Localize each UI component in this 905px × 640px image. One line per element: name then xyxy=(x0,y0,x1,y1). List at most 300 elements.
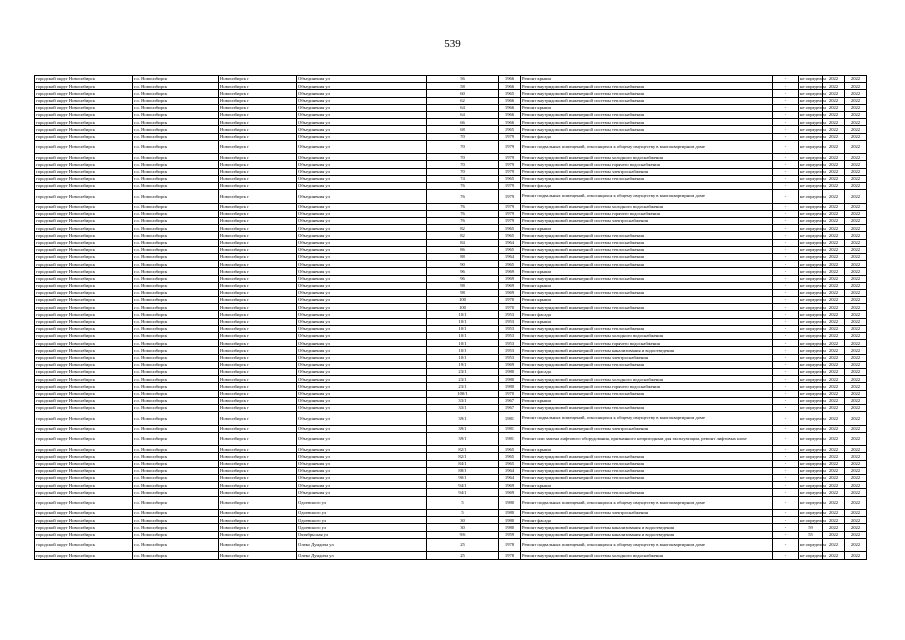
cell-settlement: г.о. Новосибирск xyxy=(133,218,219,225)
cell-year-from: 2022 xyxy=(823,261,845,268)
cell-settlement: г.о. Новосибирск xyxy=(133,297,219,304)
cell-city: Новосибирск г xyxy=(219,111,297,118)
cell-house-number: 76 xyxy=(427,218,499,225)
cell-house-number: 62 xyxy=(427,97,499,104)
cell-settlement: г.о. Новосибирск xyxy=(133,390,219,397)
cell-house-number: 60 xyxy=(427,90,499,97)
cell-city: Новосибирск г xyxy=(219,175,297,182)
cell-year-to: 2022 xyxy=(845,140,867,154)
cell-year-to: 2022 xyxy=(845,325,867,332)
cell-house-number: 70 xyxy=(427,168,499,175)
cell-house-number: 76 xyxy=(427,203,499,210)
cell-year-to: 2022 xyxy=(845,361,867,368)
cell-dash: - xyxy=(773,133,799,140)
cell-cost: не определен xyxy=(800,398,826,404)
cell-street: Объединения ул xyxy=(297,268,427,275)
page-number: 539 xyxy=(444,38,461,50)
cell-cost: не определен xyxy=(800,83,826,89)
cell-year-to: 2022 xyxy=(845,376,867,383)
cell-build-year: 1969 xyxy=(499,289,521,296)
cell-dash: - xyxy=(773,524,799,531)
cell-street: Объединения ул xyxy=(297,225,427,232)
cell-work-type: Ремонт внутридомовой инженерной системы теплоснабжения xyxy=(521,119,773,126)
cell-street: Объединения ул xyxy=(297,282,427,289)
table-row xyxy=(35,482,867,489)
cell-build-year: 1964 xyxy=(499,253,521,260)
cell-work-type: Ремонт внутридомовой инженерной системы теплоснабжения xyxy=(521,489,773,496)
cell-settlement: г.о. Новосибирск xyxy=(133,119,219,126)
cell-work-type: Ремонт внутридомовой инженерной системы теплоснабжения xyxy=(521,453,773,460)
cell-municipality: городской округ Новосибирск xyxy=(35,232,133,239)
cell-build-year: 1964 xyxy=(499,467,521,474)
cell-city: Новосибирск г xyxy=(219,239,297,246)
cell-settlement: г.о. Новосибирск xyxy=(133,340,219,347)
cell-work-type: Ремонт внутридомовой инженерной системы канализования и водоотведения xyxy=(521,531,773,538)
cell-build-year: 1965 xyxy=(499,232,521,239)
cell-year-to: 2022 xyxy=(845,182,867,189)
cell-settlement: г.о. Новосибирск xyxy=(133,126,219,133)
cell-build-year: 1979 xyxy=(499,140,521,154)
table-row xyxy=(35,531,867,538)
cell-street: Объединения ул xyxy=(297,397,427,404)
cell-city: Новосибирск г xyxy=(219,467,297,474)
cell-work-type: Ремонт внутридомовой инженерной системы канализования и водоотведения xyxy=(521,524,773,531)
cell-city: Новосибирск г xyxy=(219,161,297,168)
cell-house-number: 39/1 xyxy=(427,432,499,446)
cell-municipality: городской округ Новосибирск xyxy=(35,538,133,552)
cell-year-to: 2022 xyxy=(845,218,867,225)
cell-year-from: 2022 xyxy=(823,368,845,375)
cell-year-to: 2022 xyxy=(845,368,867,375)
cell-house-number: 5 xyxy=(427,510,499,517)
table-row xyxy=(35,239,867,246)
cell-municipality: городской округ Новосибирск xyxy=(35,425,133,432)
cell-house-number: 70 xyxy=(427,154,499,161)
cell-municipality: городской округ Новосибирск xyxy=(35,404,133,411)
cell-city: Новосибирск г xyxy=(219,297,297,304)
cell-house-number: 84 xyxy=(427,239,499,246)
cell-street: Объединения ул xyxy=(297,161,427,168)
cell-settlement: г.о. Новосибирск xyxy=(133,133,219,140)
cell-year-from: 2022 xyxy=(823,304,845,311)
cell-cost: не определен xyxy=(800,239,826,245)
cell-city: Новосибирск г xyxy=(219,361,297,368)
cell-street: Объединения ул xyxy=(297,453,427,460)
cell-cost: не определен xyxy=(799,538,823,552)
cell-street: Объединения ул xyxy=(297,368,427,375)
cell-year-from: 2022 xyxy=(823,218,845,225)
cell-year-to: 2022 xyxy=(845,390,867,397)
cell-settlement: г.о. Новосибирск xyxy=(133,239,219,246)
cell-build-year: 1969 xyxy=(499,282,521,289)
table-row xyxy=(35,390,867,397)
cell-work-type: Ремонт внутридомовой инженерной системы горячего водоснабжения xyxy=(521,210,773,217)
cell-dash: - xyxy=(773,190,799,204)
cell-year-to: 2022 xyxy=(845,552,867,559)
cell-street: Объединения ул xyxy=(297,390,427,397)
cell-work-type: Ремонт внутридомовой инженерной системы холодного водоснабжения xyxy=(521,376,773,383)
table-row xyxy=(35,404,867,411)
cell-cost: не определен xyxy=(800,453,826,459)
cell-settlement: г.о. Новосибирск xyxy=(133,253,219,260)
cell-build-year: 1953 xyxy=(499,311,521,318)
cell-settlement: г.о. Новосибирск xyxy=(133,517,219,524)
cell-year-to: 2022 xyxy=(845,111,867,118)
cell-cost: не определен xyxy=(800,405,826,411)
cell-municipality: городской округ Новосибирск xyxy=(35,140,133,154)
cell-settlement: г.о. Новосибирск xyxy=(133,90,219,97)
cell-settlement: г.о. Новосибирск xyxy=(133,425,219,432)
cell-dash: - xyxy=(773,404,799,411)
cell-street: Одоевского ул xyxy=(297,510,427,517)
cell-dash: - xyxy=(773,104,799,111)
cell-dash: - xyxy=(773,289,799,296)
cell-settlement: г.о. Новосибирск xyxy=(133,496,219,510)
cell-municipality: городской округ Новосибирск xyxy=(35,90,133,97)
cell-year-to: 2022 xyxy=(845,133,867,140)
cell-municipality: городской округ Новосибирск xyxy=(35,552,133,559)
cell-municipality: городской округ Новосибирск xyxy=(35,218,133,225)
cell-dash: - xyxy=(773,111,799,118)
cell-year-to: 2022 xyxy=(845,397,867,404)
cell-year-to: 2022 xyxy=(845,275,867,282)
cell-city: Новосибирск г xyxy=(219,412,297,426)
cell-dash: - xyxy=(773,175,799,182)
cell-dash: - xyxy=(773,246,799,253)
cell-street: Одоевского ул xyxy=(297,524,427,531)
cell-municipality: городской округ Новосибирск xyxy=(35,268,133,275)
cell-dash: - xyxy=(773,453,799,460)
cell-work-type: Ремонт крыши xyxy=(521,268,773,275)
cell-street: Объединения ул xyxy=(297,383,427,390)
cell-dash: - xyxy=(773,203,799,210)
cell-cost: не определен xyxy=(800,154,826,160)
cell-year-from: 2022 xyxy=(823,460,845,467)
cell-municipality: городской округ Новосибирск xyxy=(35,510,133,517)
cell-dash: - xyxy=(773,383,799,390)
cell-house-number: 39/1 xyxy=(427,425,499,432)
cell-build-year: 1979 xyxy=(499,203,521,210)
cell-city: Новосибирск г xyxy=(219,397,297,404)
cell-settlement: г.о. Новосибирск xyxy=(133,111,219,118)
cell-city: Новосибирск г xyxy=(219,268,297,275)
cell-city: Новосибирск г xyxy=(219,275,297,282)
cell-street: Олеко Дундича ул xyxy=(297,552,427,559)
cell-dash: - xyxy=(773,210,799,217)
cell-city: Новосибирск г xyxy=(219,425,297,432)
cell-build-year: 1964 xyxy=(499,475,521,482)
cell-build-year: 1967 xyxy=(499,404,521,411)
cell-year-from: 2022 xyxy=(823,239,845,246)
cell-settlement: г.о. Новосибирск xyxy=(133,203,219,210)
cell-house-number: 88 xyxy=(427,253,499,260)
cell-build-year: 1980 xyxy=(499,368,521,375)
cell-street: Одоевского ул xyxy=(297,496,427,510)
cell-build-year: 1953 xyxy=(499,318,521,325)
cell-cost: не определен xyxy=(800,254,826,260)
cell-year-from: 2022 xyxy=(823,253,845,260)
cell-house-number: 88/1 xyxy=(427,467,499,474)
cell-settlement: г.о. Новосибирск xyxy=(133,76,219,83)
cell-municipality: городской округ Новосибирск xyxy=(35,376,133,383)
cell-street: Объединения ул xyxy=(297,404,427,411)
cell-year-from: 2022 xyxy=(823,203,845,210)
cell-build-year: 1969 xyxy=(499,275,521,282)
cell-street: Объединения ул xyxy=(297,239,427,246)
cell-cost: 59 xyxy=(799,524,823,531)
cell-municipality: городской округ Новосибирск xyxy=(35,168,133,175)
cell-work-type: Ремонт внутридомовой инженерной системы теплоснабжения xyxy=(521,253,773,260)
cell-build-year: 1981 xyxy=(499,425,521,432)
cell-cost: не определен xyxy=(800,247,826,253)
cell-build-year: 1980 xyxy=(499,510,521,517)
cell-municipality: городской округ Новосибирск xyxy=(35,239,133,246)
cell-municipality: городской округ Новосибирск xyxy=(35,460,133,467)
cell-municipality: городской округ Новосибирск xyxy=(35,190,133,204)
cell-cost: не определен xyxy=(800,510,826,516)
table-row xyxy=(35,432,867,446)
cell-work-type: Ремонт внутридомовой инженерной системы теплоснабжения xyxy=(521,246,773,253)
cell-dash: - xyxy=(773,412,799,426)
cell-city: Новосибирск г xyxy=(219,368,297,375)
table-row xyxy=(35,289,867,296)
cell-street: Объединения ул xyxy=(297,318,427,325)
cell-dash: - xyxy=(773,340,799,347)
cell-house-number: 19/1 xyxy=(427,361,499,368)
cell-settlement: г.о. Новосибирск xyxy=(133,347,219,354)
cell-cost: не определен xyxy=(800,225,826,231)
table-row xyxy=(35,354,867,361)
cell-work-type: Ремонт крыши xyxy=(521,446,773,453)
cell-house-number: 10/1 xyxy=(427,325,499,332)
cell-street: Объединения ул xyxy=(297,133,427,140)
cell-city: Новосибирск г xyxy=(219,390,297,397)
cell-year-from: 2022 xyxy=(823,397,845,404)
cell-house-number: 70 xyxy=(427,161,499,168)
cell-year-from: 2022 xyxy=(823,161,845,168)
cell-year-from: 2022 xyxy=(823,210,845,217)
cell-house-number: 82/1 xyxy=(427,453,499,460)
cell-street: Объединения ул xyxy=(297,76,427,83)
cell-cost: не определен xyxy=(800,76,826,82)
cell-build-year: 1979 xyxy=(499,210,521,217)
table-row xyxy=(35,232,867,239)
cell-street: Объединения ул xyxy=(297,311,427,318)
cell-house-number: 10/1 xyxy=(427,318,499,325)
cell-city: Новосибирск г xyxy=(219,261,297,268)
cell-dash: - xyxy=(773,531,799,538)
cell-municipality: городской округ Новосибирск xyxy=(35,297,133,304)
cell-city: Новосибирск г xyxy=(219,524,297,531)
table-row xyxy=(35,154,867,161)
cell-city: Новосибирск г xyxy=(219,218,297,225)
cell-house-number: 23/1 xyxy=(427,368,499,375)
cell-year-to: 2022 xyxy=(845,340,867,347)
cell-year-from: 2022 xyxy=(823,111,845,118)
cell-street: Объединения ул xyxy=(297,253,427,260)
cell-year-to: 2022 xyxy=(845,482,867,489)
table-row xyxy=(35,218,867,225)
cell-dash: - xyxy=(773,347,799,354)
cell-city: Новосибирск г xyxy=(219,154,297,161)
table-row xyxy=(35,425,867,432)
cell-street: Объединения ул xyxy=(297,412,427,426)
cell-year-from: 2022 xyxy=(823,552,845,559)
cell-year-from: 2022 xyxy=(823,97,845,104)
cell-street: Объединения ул xyxy=(297,210,427,217)
cell-year-to: 2022 xyxy=(845,453,867,460)
table-row xyxy=(35,119,867,126)
table-body xyxy=(35,76,867,560)
cell-city: Новосибирск г xyxy=(219,347,297,354)
table-row xyxy=(35,76,867,83)
cell-street: Объединения ул xyxy=(297,425,427,432)
cell-city: Новосибирск г xyxy=(219,482,297,489)
cell-work-type: Ремонт внутридомовой инженерной системы электроснабжения xyxy=(521,218,773,225)
cell-build-year: 1965 xyxy=(499,246,521,253)
cell-build-year: 1979 xyxy=(499,182,521,189)
cell-year-from: 2022 xyxy=(823,376,845,383)
cell-house-number: 56 xyxy=(427,76,499,83)
cell-street: Объединения ул xyxy=(297,111,427,118)
cell-house-number: 10/1 xyxy=(427,347,499,354)
table-row xyxy=(35,397,867,404)
cell-city: Новосибирск г xyxy=(219,333,297,340)
cell-dash: - xyxy=(773,467,799,474)
cell-settlement: г.о. Новосибирск xyxy=(133,168,219,175)
cell-work-type: Ремонт внутридомовой инженерной системы холодного водоснабжения xyxy=(521,154,773,161)
cell-work-type: Ремонт внутридомовой инженерной системы теплоснабжения xyxy=(521,90,773,97)
cell-build-year: 1980 xyxy=(499,496,521,510)
cell-settlement: г.о. Новосибирск xyxy=(133,397,219,404)
cell-house-number: 94/1 xyxy=(427,489,499,496)
cell-year-to: 2022 xyxy=(845,261,867,268)
cell-year-to: 2022 xyxy=(845,126,867,133)
cell-street: Объединения ул xyxy=(297,460,427,467)
cell-house-number: 39/1 xyxy=(427,412,499,426)
table-row xyxy=(35,340,867,347)
cell-cost: не определен xyxy=(800,283,826,289)
cell-build-year: 1966 xyxy=(499,83,521,90)
cell-work-type: Ремонт внутридомовой инженерной системы теплоснабжения xyxy=(521,325,773,332)
cell-settlement: г.о. Новосибирск xyxy=(133,140,219,154)
cell-settlement: г.о. Новосибирск xyxy=(133,383,219,390)
cell-house-number: 10/1 xyxy=(427,311,499,318)
cell-year-to: 2022 xyxy=(845,311,867,318)
cell-municipality: городской округ Новосибирск xyxy=(35,289,133,296)
cell-work-type: Ремонт подвальных помещений, относящихся к общему имуществу в многоквартирном доме xyxy=(521,538,773,552)
cell-cost: не определен xyxy=(800,489,826,495)
cell-cost: не определен xyxy=(799,496,823,510)
cell-work-type: Ремонт внутридомовой инженерной системы холодного водоснабжения xyxy=(521,333,773,340)
cell-build-year: 1959 xyxy=(499,531,521,538)
cell-work-type: Ремонт внутридомовой инженерной системы горячего водоснабжения xyxy=(521,383,773,390)
cell-year-to: 2022 xyxy=(845,432,867,446)
cell-dash: - xyxy=(773,538,799,552)
cell-city: Новосибирск г xyxy=(219,517,297,524)
cell-house-number: 10/1 xyxy=(427,354,499,361)
cell-dash: - xyxy=(773,154,799,161)
cell-settlement: г.о. Новосибирск xyxy=(133,232,219,239)
cell-work-type: Ремонт внутридомовой инженерной системы теплоснабжения xyxy=(521,460,773,467)
cell-year-to: 2022 xyxy=(845,268,867,275)
cell-street: Объединения ул xyxy=(297,304,427,311)
table-row xyxy=(35,133,867,140)
cell-city: Новосибирск г xyxy=(219,460,297,467)
cell-dash: - xyxy=(773,140,799,154)
cell-house-number: 76 xyxy=(427,182,499,189)
cell-cost: не определен xyxy=(799,412,823,426)
cell-dash: - xyxy=(773,232,799,239)
cell-work-type: Ремонт подвальных помещений, относящихся к общему имуществу в многоквартирном доме xyxy=(521,190,773,204)
cell-street: Объединения ул xyxy=(297,289,427,296)
cell-settlement: г.о. Новосибирск xyxy=(133,510,219,517)
cell-year-from: 2022 xyxy=(823,390,845,397)
cell-house-number: 82/1 xyxy=(427,446,499,453)
cell-year-from: 2022 xyxy=(823,453,845,460)
table-row xyxy=(35,489,867,496)
cell-street: Объединения ул xyxy=(297,446,427,453)
table-row xyxy=(35,261,867,268)
cell-year-from: 2022 xyxy=(823,119,845,126)
cell-build-year: 1953 xyxy=(499,347,521,354)
cell-street: Объединения ул xyxy=(297,297,427,304)
cell-year-from: 2022 xyxy=(823,524,845,531)
cell-municipality: городской округ Новосибирск xyxy=(35,225,133,232)
cell-house-number: 33/1 xyxy=(427,404,499,411)
cell-house-number: 30 xyxy=(427,517,499,524)
cell-house-number: 96 xyxy=(427,275,499,282)
cell-build-year: 1979 xyxy=(499,218,521,225)
cell-build-year: 1979 xyxy=(499,190,521,204)
cell-dash: - xyxy=(773,446,799,453)
cell-work-type: Ремонт внутридомовой инженерной системы теплоснабжения xyxy=(521,304,773,311)
cell-street: Объединения ул xyxy=(297,175,427,182)
cell-build-year: 1981 xyxy=(499,412,521,426)
table-row xyxy=(35,453,867,460)
cell-cost: не определен xyxy=(799,432,823,446)
cell-build-year: 1965 xyxy=(499,460,521,467)
cell-settlement: г.о. Новосибирск xyxy=(133,304,219,311)
cell-build-year: 1970 xyxy=(499,304,521,311)
cell-municipality: городской округ Новосибирск xyxy=(35,210,133,217)
cell-year-to: 2022 xyxy=(845,83,867,90)
cell-work-type: Ремонт крыши xyxy=(521,104,773,111)
cell-cost: не определен xyxy=(800,133,826,139)
cell-dash: - xyxy=(773,90,799,97)
cell-municipality: городской округ Новосибирск xyxy=(35,154,133,161)
table-row xyxy=(35,161,867,168)
cell-work-type: Ремонт крыши xyxy=(521,282,773,289)
cell-year-to: 2022 xyxy=(845,496,867,510)
cell-build-year: 1980 xyxy=(499,517,521,524)
table-row xyxy=(35,210,867,217)
cell-house-number: 58 xyxy=(427,83,499,90)
cell-year-from: 2022 xyxy=(823,282,845,289)
cell-municipality: городской округ Новосибирск xyxy=(35,161,133,168)
cell-work-type: Ремонт внутридомовой инженерной системы теплоснабжения xyxy=(521,361,773,368)
cell-municipality: городской округ Новосибирск xyxy=(35,482,133,489)
cell-house-number: 10/1 xyxy=(427,340,499,347)
cell-municipality: городской округ Новосибирск xyxy=(35,446,133,453)
cell-cost: не определен xyxy=(800,354,826,360)
cell-settlement: г.о. Новосибирск xyxy=(133,482,219,489)
cell-house-number: 96 xyxy=(427,268,499,275)
cell-work-type: Ремонт крыши xyxy=(521,482,773,489)
cell-street: Объединения ул xyxy=(297,232,427,239)
cell-cost: не определен xyxy=(800,482,826,488)
table-row xyxy=(35,175,867,182)
